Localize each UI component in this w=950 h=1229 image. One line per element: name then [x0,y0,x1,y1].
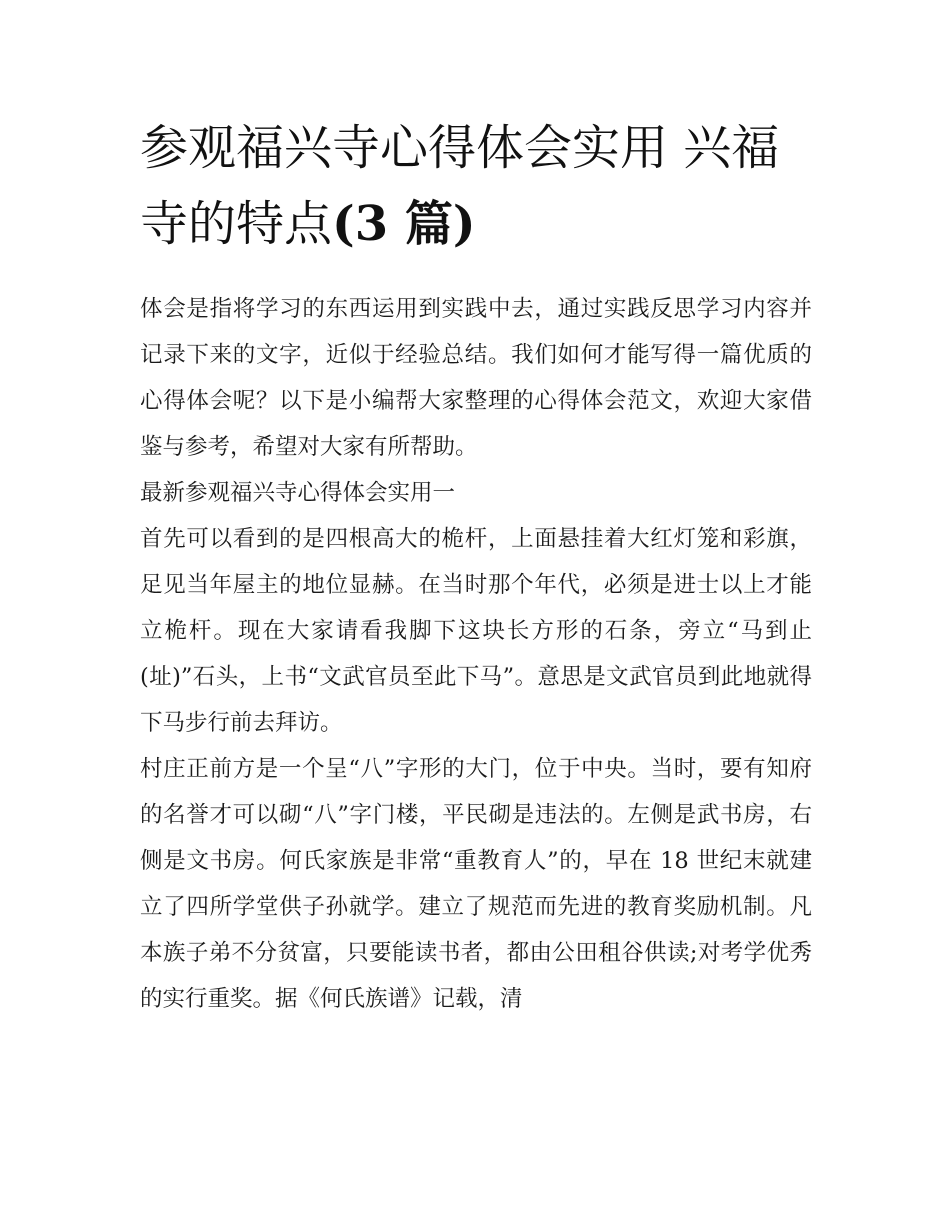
title-count-text: (3 篇) [332,196,476,252]
document-page [140,110,812,1022]
document-title [140,110,812,262]
body-paragraph-2: 村庄正前方是一个呈“八”字形的大门，位于中央。当时，要有知府的名誉才可以砌“八”字门楼，平民砌是违法的。左侧是武书房，右侧是文书房。何氏家族是非常“重教育人”的，早在 18 世纪末就建立了四所学堂供子孙就学。建立了规范而先进的教育奖励机制。凡本族子弟不分贫富，只要能读书者，都由公田租谷供读;对考学优秀的实行重奖。据《何氏族谱》记载，清 [140,756,812,1012]
section-heading: 最新参观福兴寺心得体会实用一 [140,480,456,506]
body-paragraph-1: 首先可以看到的是四根高大的桅杆，上面悬挂着大红灯笼和彩旗，足见当年屋主的地位显赫。在当时那个年代，必须是进士以上才能立桅杆。现在大家请看我脚下这块长方形的石条，旁立“马到止(址)”石头，上书“文武官员至此下马”。意思是文武官员到此地就得下马步行前去拜访。 [140,526,812,736]
title-main-text: 参观福兴寺心得体会实用 兴福寺的特点 [140,120,780,252]
intro-paragraph: 体会是指将学习的东西运用到实践中去，通过实践反思学习内容并记录下来的文字，近似于经验总结。我们如何才能写得一篇优质的心得体会呢？以下是小编帮大家整理的心得体会范文，欢迎大家借鉴与参考，希望对大家有所帮助。 [140,296,812,460]
